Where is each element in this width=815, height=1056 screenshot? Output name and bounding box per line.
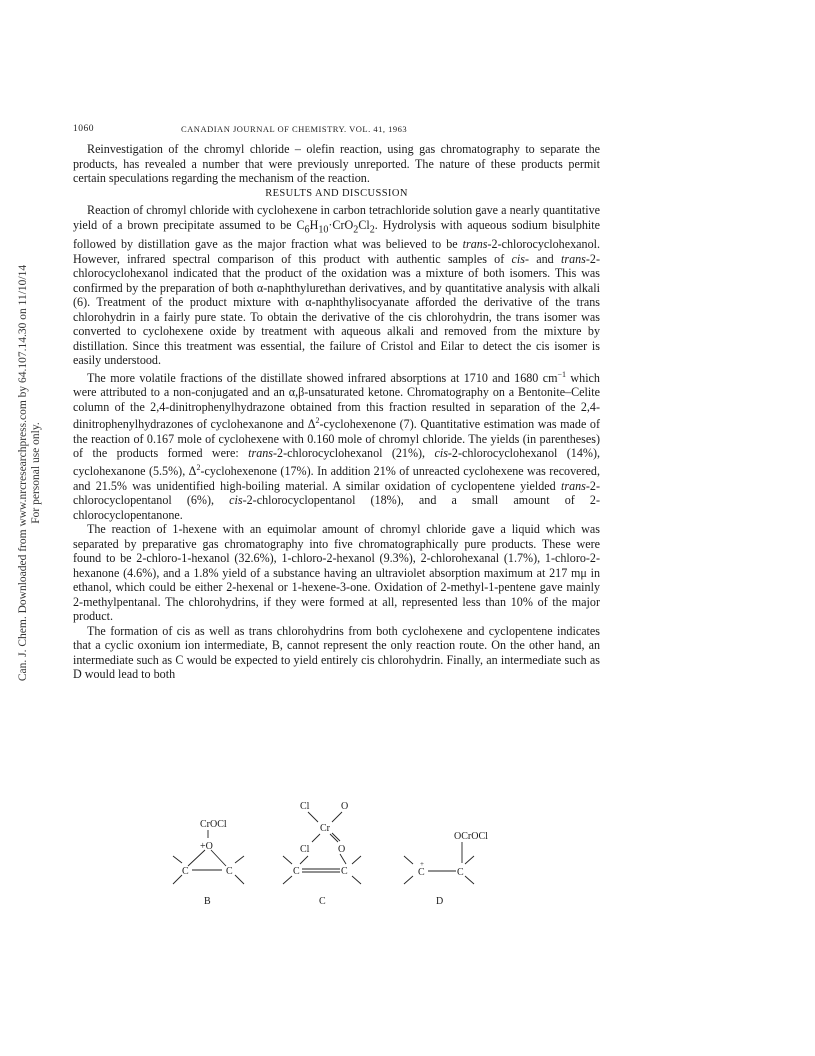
c-chromium: Cr [320,823,330,834]
download-watermark [17,213,43,733]
structure-figure [160,796,500,916]
c-o-top: O [341,801,349,812]
c-cl-mid: Cl [300,844,310,855]
d-carbocation-plus: + [420,860,424,868]
b-crocl-label: CrOCl [200,819,227,830]
b-structure-label: B [204,896,211,907]
c-carbon-left: C [293,866,300,877]
b-carbon-right: C [226,866,233,877]
watermark-line-1: Can. J. Chem. Downloaded from www.nrcresearchpress.com by 64.107.14.30 on 11/10/14 [17,264,29,682]
d-ocrocl-label: OCrOCl [454,831,488,842]
paragraph-mechanism: The formation of cis as well as trans chlorohydrins from both cyclohexene and cyclopentene indicates that a cyclic oxonium ion intermediate, B, cannot represent the only reaction route. On the other hand, an intermediate such as C would be expected to yield entirely cis chlorohydrin. Finally, an intermediate such as D would lead to both [73,623,600,681]
running-header [73,124,600,138]
b-oxonium-label: +O [200,841,213,852]
paragraph-chromyl-cyclohexene: Reaction of chromyl chloride with cyclohexene in carbon tetrachloride solution gave a nearly quantitative yield of a brown precipitate assumed to be $C_6H_{10}\cdot CrO_2Cl_2$. Hydrolysis with aqueous sodium bisulphite followed by distillation gave as the major fraction what was believed to be trans-2-chlorocyclohexanol. However, infrared spectral comparison of this product with authentic samples of cis- and trans-2-chlorocyclohexanol indicated that the product of the oxidation was a mixture of both isomers. This was confirmed by the preparation of both α-naphthylurethan derivatives, and by quantitative analysis with alkali (6). Treatment of the product mixture with α-naphthylisocyanate afforded the derivative of the trans chlorohydrin in a fairly pure state. To obtain the derivative of the cis chlorohydrin, the trans isomer was converted to cyclohexene oxide by treatment with aqueous alkali and removed from the mixture by distillation. Since this treatment was essential, the failure of Cristol and Eilar to detect the cis isomer is easily understood. [73,203,600,368]
article-body [73,142,600,682]
c-o-mid: O [338,844,346,855]
d-carbon-right: C [457,867,464,878]
page-number: 1060 [73,124,94,134]
c-carbon-right: C [341,866,348,877]
d-carbon-left: C [418,867,425,878]
b-carbon-left: C [182,866,189,877]
d-structure-label: D [436,896,444,907]
structure-diagrams [160,796,500,916]
journal-title: CANADIAN JOURNAL OF CHEMISTRY. VOL. 41, 1963 [181,124,408,134]
c-cl-top: Cl [300,801,310,812]
c-structure-label: C [319,896,326,907]
watermark-line-2: For personal use only. [30,422,42,524]
paragraph-hexene: The reaction of 1-hexene with an equimolar amount of chromyl chloride gave a liquid which was separated by preparative gas chromatography into five chromatographically pure products. These were found to be 2-chloro-1-hexanol (32.6%), 1-chloro-2-hexanol (9.3%), 2-chlorohexanal (1.7%), 1-chloro-2-hexanone (4.6%), and a 1.8% yield of a substance having an ultraviolet absorption maximum at 217 mμ in ethanol, which could be either 2-hexenal or 1-hexene-3-one. Oxidation of 2-methyl-1-pentene gave mainly 2-methylpentanal. The chlorohydrins, if they were formed at all, represented less than 10% of the major product. [73,522,600,623]
section-heading: RESULTS AND DISCUSSION [265,187,408,199]
paragraph-volatile-fractions: The more volatile fractions of the distillate showed infrared absorptions at 1710 and 1680 $cm^{-1}$ which were attributed to a non-conjugated and an α,β-unsaturated ketone. Chromatography on a Bentonite–Celite column of the 2,4-dinitrophenylhydrazone obtained from this fraction resulted in separation of the 2,4-dinitrophenylhydrazones of cyclohexanone and $\Delta^2$-cyclohexenone (7). Quantitative estimation was made of the reaction of 0.167 mole of cyclohexene with 0.160 mole of chromyl chloride. The yields (in parentheses) of the products formed were: trans-2-chlorocyclohexanol (21%), cis-2-chlorocyclohexanol (14%), cyclohexanone (5.5%), $\Delta^2$-cyclohexenone (17%). In addition 21% of unreacted cyclohexene was recovered, and 21.5% was unidentified high-boiling material. A similar oxidation of cyclopentene yielded trans-2-chlorocyclopentanol (6%), cis-2-chlorocyclopentanol (18%), and a small amount of 2-chlorocyclopentanone. [73,369,600,522]
intro-paragraph: Reinvestigation of the chromyl chloride – olefin reaction, using gas chromatography to separate the products, has revealed a number that were previously unreported. The nature of these products permit certain speculations regarding the mechanism of the reaction. [73,142,600,185]
